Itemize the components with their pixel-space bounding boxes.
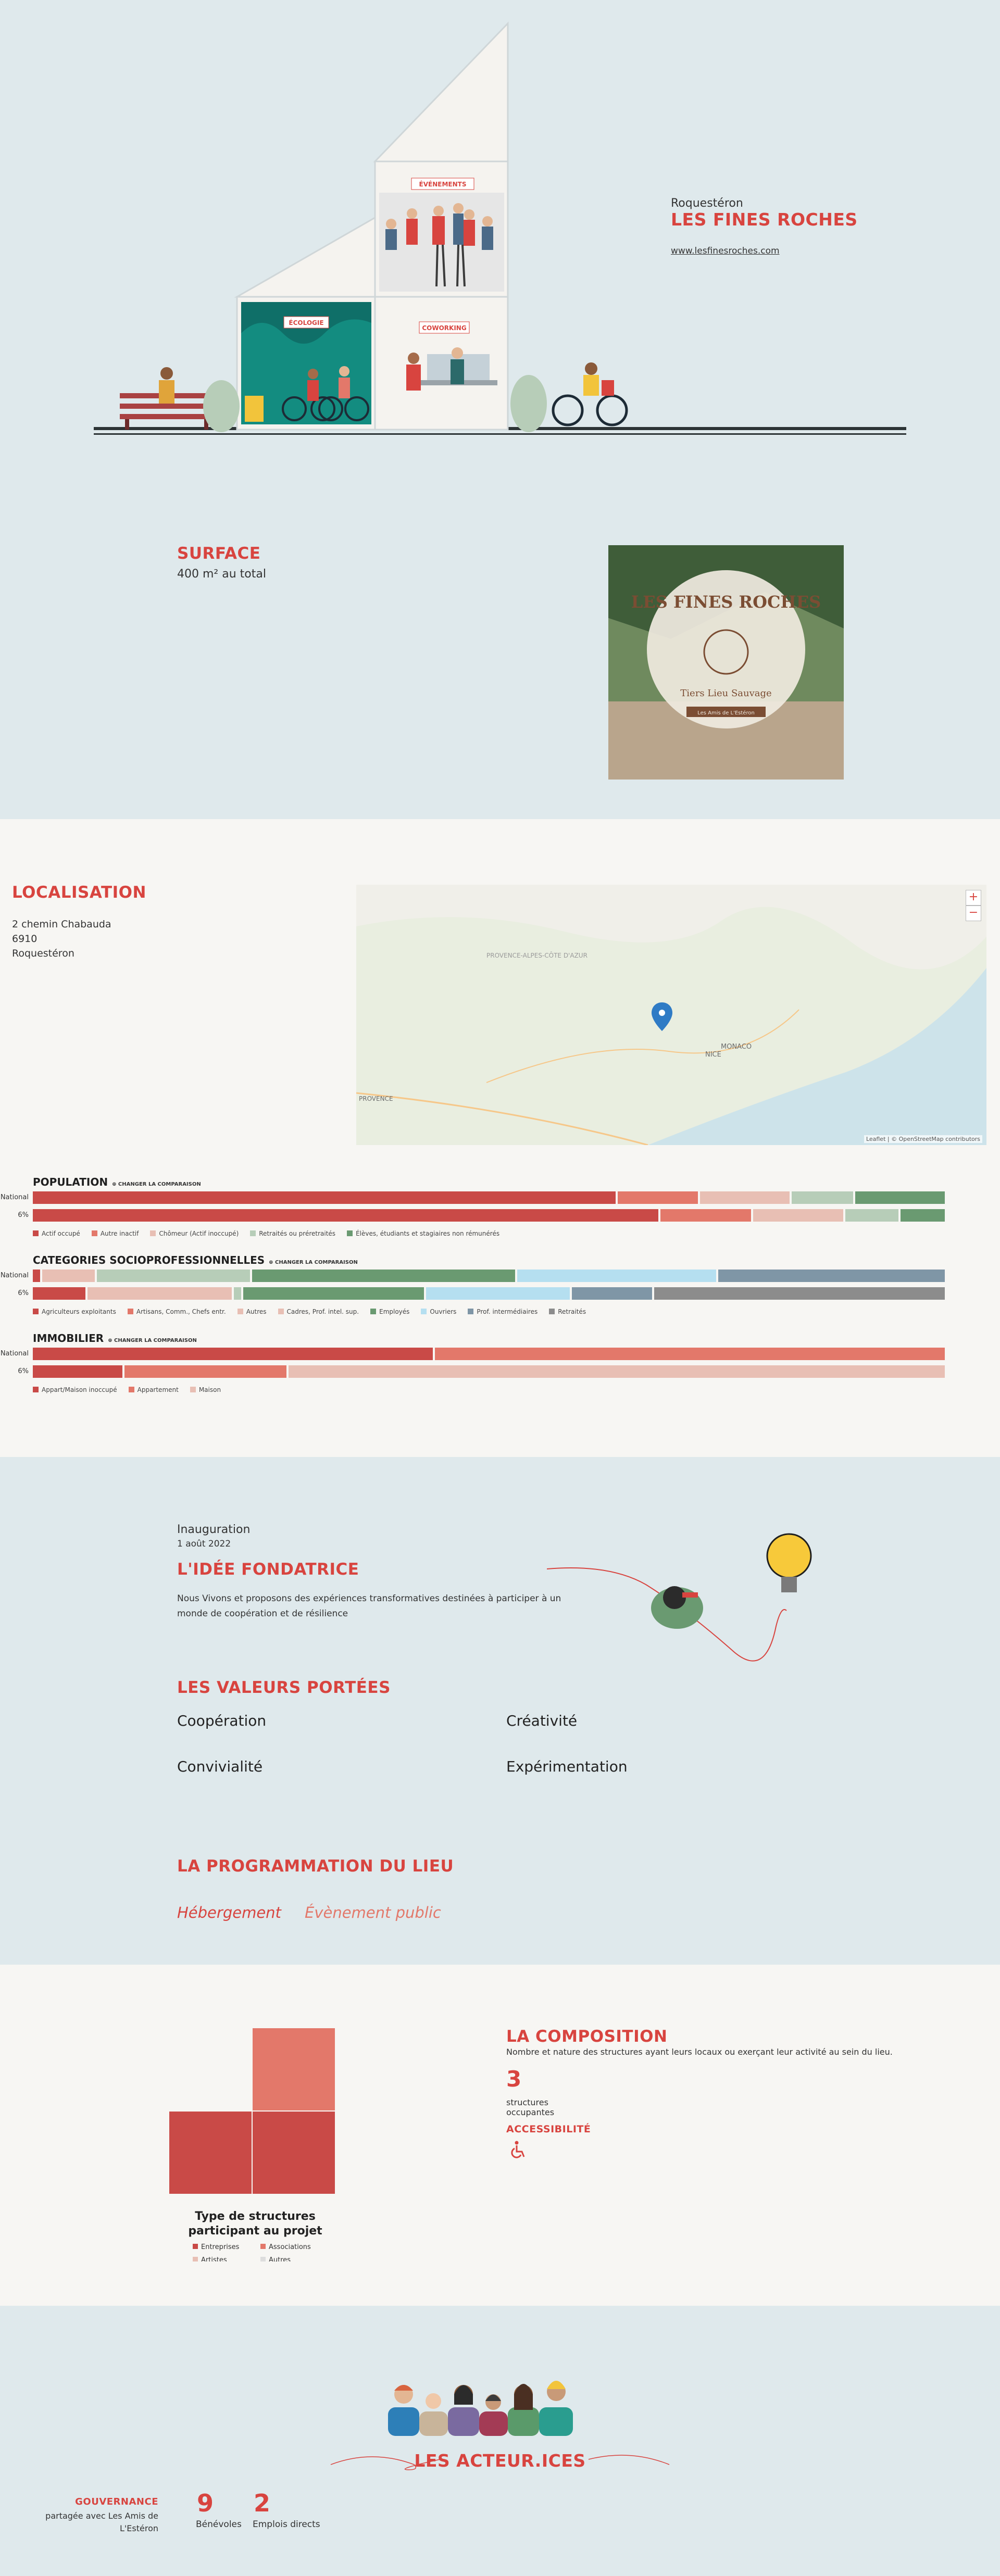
legend-item[interactable] bbox=[278, 1308, 359, 1315]
treemap-cell-3 bbox=[253, 2112, 335, 2194]
governance-title: GOUVERNANCE bbox=[75, 2496, 158, 2507]
logo-small-text: Les Amis de L'Estéron bbox=[697, 710, 755, 716]
legend-label: Retraités bbox=[558, 1308, 586, 1315]
tiers-lieu-building-illustration bbox=[94, 21, 906, 448]
immo-change-comparison-button[interactable]: ⊕ CHANGER LA COMPARAISON bbox=[108, 1338, 197, 1343]
structures-count: 3 bbox=[506, 2066, 522, 2092]
bar-segment[interactable] bbox=[792, 1191, 856, 1204]
bar-segment[interactable] bbox=[845, 1209, 901, 1222]
idea-title: L'IDÉE FONDATRICE bbox=[177, 1560, 359, 1579]
legend-item[interactable] bbox=[421, 1308, 456, 1315]
bar-segment[interactable] bbox=[33, 1209, 660, 1222]
legend-label: Chômeur (Actif inoccupé) bbox=[159, 1230, 239, 1237]
legend-item[interactable] bbox=[250, 1230, 335, 1237]
inauguration-date: 1 août 2022 bbox=[177, 1539, 231, 1549]
logo-text: LES FINES ROCHES bbox=[631, 592, 821, 612]
csp-change-comparison-button[interactable]: ⊕ CHANGER LA COMPARAISON bbox=[269, 1260, 358, 1265]
bar-segment[interactable] bbox=[243, 1287, 426, 1300]
idea-section bbox=[0, 1457, 1000, 1965]
legend-label: Autres bbox=[269, 2256, 291, 2261]
legend-label: Appartement bbox=[137, 1386, 179, 1393]
location-map[interactable] bbox=[356, 885, 986, 1145]
row-label: National bbox=[0, 1193, 29, 1201]
ecology-label: ÉCOLOGIE bbox=[289, 319, 324, 326]
population-title-text: POPULATION bbox=[33, 1176, 108, 1188]
legend-swatch bbox=[150, 1230, 156, 1236]
legend-item[interactable] bbox=[190, 1386, 221, 1393]
legend-others bbox=[260, 2256, 291, 2261]
bar-segment[interactable] bbox=[753, 1209, 845, 1222]
map-label-provence: PROVENCE bbox=[359, 1095, 393, 1102]
accessibility-title: ACCESSIBILITÉ bbox=[506, 2123, 591, 2135]
volunteers-label: Bénévoles bbox=[196, 2519, 242, 2530]
legend-item[interactable] bbox=[33, 1230, 80, 1237]
legend-swatch bbox=[129, 1387, 134, 1392]
legend-label: Agriculteurs exploitants bbox=[42, 1308, 116, 1315]
address-city: Roquestéron bbox=[12, 948, 74, 959]
bar-segment[interactable] bbox=[700, 1191, 792, 1204]
actors-section bbox=[0, 2306, 1000, 2576]
legend-swatch bbox=[190, 1387, 196, 1392]
treemap-cell-1 bbox=[253, 2028, 335, 2110]
volunteers-count: 9 bbox=[197, 2489, 214, 2517]
legend-item[interactable] bbox=[549, 1308, 586, 1315]
csp-bar[interactable] bbox=[33, 1287, 947, 1300]
map-label-nice: NICE bbox=[705, 1051, 721, 1059]
legend-swatch bbox=[468, 1309, 473, 1314]
legend-swatch bbox=[421, 1309, 427, 1314]
immo-title bbox=[33, 1332, 197, 1344]
legend-item[interactable] bbox=[128, 1308, 226, 1315]
legend-item[interactable] bbox=[92, 1230, 139, 1237]
actors-illustration bbox=[385, 2366, 620, 2436]
legend-associations bbox=[260, 2243, 311, 2251]
surface-value: 400 m² au total bbox=[177, 568, 266, 581]
actors-title: LES ACTEUR.ICES bbox=[414, 2451, 586, 2471]
legend-item[interactable] bbox=[468, 1308, 538, 1315]
population-bar[interactable] bbox=[33, 1191, 947, 1204]
value-experimentation: Expérimentation bbox=[506, 1758, 628, 1775]
bar-segment[interactable] bbox=[33, 1270, 42, 1282]
legend-label: Ouvriers bbox=[430, 1308, 457, 1315]
legend-item[interactable] bbox=[370, 1308, 409, 1315]
zoom-out-button[interactable]: − bbox=[966, 906, 981, 921]
jobs-label: Emplois directs bbox=[253, 2519, 320, 2530]
hero-town: Roquestéron bbox=[671, 197, 743, 210]
bar-segment[interactable] bbox=[517, 1270, 718, 1282]
row-label: 6% bbox=[18, 1211, 29, 1219]
legend-item[interactable] bbox=[347, 1230, 499, 1237]
bar-segment[interactable] bbox=[42, 1270, 97, 1282]
jobs-count: 2 bbox=[254, 2489, 271, 2517]
map-tiles bbox=[356, 885, 986, 1145]
legend-label: Actif occupé bbox=[42, 1230, 80, 1237]
logo-tagline: Tiers Lieu Sauvage bbox=[680, 688, 772, 699]
coworking-label: COWORKING bbox=[422, 324, 467, 332]
composition-description: Nombre et nature des structures ayant leurs locaux ou exerçant leur activité au sein du lieu. bbox=[506, 2047, 893, 2057]
legend-swatch bbox=[260, 2244, 266, 2249]
legend-swatch bbox=[347, 1230, 353, 1236]
logo-photo bbox=[608, 545, 844, 780]
bar-segment[interactable] bbox=[252, 1270, 517, 1282]
legend-label: Retraités ou préretraités bbox=[259, 1230, 336, 1237]
legend-label: Autres bbox=[246, 1308, 267, 1315]
bar-segment[interactable] bbox=[33, 1365, 124, 1378]
csp-title bbox=[33, 1254, 358, 1266]
programme-accommodation: Hébergement bbox=[177, 1904, 281, 1921]
legend-label: Employés bbox=[379, 1308, 410, 1315]
row-label: 6% bbox=[18, 1367, 29, 1375]
bar-segment[interactable] bbox=[124, 1365, 289, 1378]
population-title bbox=[33, 1176, 201, 1188]
legend-item[interactable] bbox=[150, 1230, 239, 1237]
wheelchair-icon bbox=[510, 2141, 527, 2159]
legend-label: Élèves, étudiants et stagiaires non rémunérés bbox=[356, 1230, 500, 1237]
legend-label: Autre inactif bbox=[100, 1230, 139, 1237]
legend-item[interactable] bbox=[33, 1386, 117, 1393]
location-title: LOCALISATION bbox=[12, 883, 146, 902]
inauguration-label: Inauguration bbox=[177, 1523, 251, 1536]
csp-bar[interactable] bbox=[33, 1270, 947, 1282]
zoom-in-button[interactable]: + bbox=[966, 890, 981, 906]
lightbulb-illustration bbox=[547, 1519, 839, 1665]
bar-segment[interactable] bbox=[97, 1270, 252, 1282]
legend-swatch bbox=[260, 2257, 266, 2261]
bar-segment[interactable] bbox=[234, 1287, 243, 1300]
legend-swatch bbox=[33, 1387, 39, 1392]
address-street: 2 chemin Chabauda bbox=[12, 919, 111, 930]
value-conviviality: Convivialité bbox=[177, 1758, 263, 1775]
legend-label: Entreprises bbox=[201, 2243, 240, 2251]
surface-title: SURFACE bbox=[177, 544, 261, 563]
csp-legend bbox=[33, 1308, 586, 1315]
bar-segment[interactable] bbox=[88, 1287, 234, 1300]
immo-legend bbox=[33, 1386, 221, 1393]
legend-item[interactable] bbox=[238, 1308, 267, 1315]
legend-label: Artistes bbox=[201, 2256, 227, 2261]
legend-label: Prof. intermédiaires bbox=[477, 1308, 538, 1315]
value-cooperation: Coopération bbox=[177, 1712, 267, 1729]
address-postcode: 6910 bbox=[12, 933, 38, 945]
composition-title: LA COMPOSITION bbox=[506, 2027, 668, 2046]
bar-segment[interactable] bbox=[855, 1191, 947, 1204]
map-label-monaco: MONACO bbox=[721, 1043, 752, 1051]
structures-label-line1: structures bbox=[506, 2097, 548, 2107]
immo-bar[interactable] bbox=[33, 1348, 947, 1360]
treemap-title: Type de structures participant au projet bbox=[188, 2210, 322, 2238]
legend-swatch bbox=[278, 1309, 284, 1314]
structures-label bbox=[506, 2097, 554, 2117]
bar-segment[interactable] bbox=[426, 1287, 572, 1300]
legend-swatch bbox=[128, 1309, 133, 1314]
idea-text: Nous Vivons et proposons des expériences transformatives destinées à participer à un monde de coopération et de résilience bbox=[177, 1593, 561, 1619]
address bbox=[12, 917, 111, 961]
legend-swatch bbox=[193, 2244, 198, 2249]
population-legend bbox=[33, 1230, 499, 1237]
legend-label: Artisans, Comm., Chefs entr. bbox=[136, 1308, 226, 1315]
composition-section bbox=[0, 1965, 1000, 2306]
events-label: ÉVÉNEMENTS bbox=[419, 181, 467, 188]
row-label: 6% bbox=[18, 1289, 29, 1297]
legend-label: Appart/Maison inoccupé bbox=[42, 1386, 117, 1393]
legend-swatch bbox=[33, 1309, 39, 1314]
legend-item[interactable] bbox=[129, 1386, 179, 1393]
bar-segment[interactable] bbox=[654, 1287, 947, 1300]
values-title: LES VALEURS PORTÉES bbox=[177, 1678, 391, 1697]
hero-section bbox=[0, 0, 1000, 716]
legend-swatch bbox=[92, 1230, 97, 1236]
bar-segment[interactable] bbox=[33, 1287, 88, 1300]
csp-title-text: CATEGORIES SOCIOPROFESSIONNELLES bbox=[33, 1254, 265, 1266]
population-bar[interactable] bbox=[33, 1209, 947, 1222]
row-label: National bbox=[0, 1272, 29, 1279]
legend-swatch bbox=[370, 1309, 376, 1314]
website-link[interactable]: www.lesfinesroches.com bbox=[671, 246, 780, 256]
treemap-cell-2 bbox=[169, 2112, 252, 2194]
legend-swatch bbox=[250, 1230, 256, 1236]
bar-segment[interactable] bbox=[618, 1191, 700, 1204]
legend-swatch bbox=[238, 1309, 243, 1314]
legend-swatch bbox=[549, 1309, 555, 1314]
hero-place-name: LES FINES ROCHES bbox=[671, 209, 858, 230]
structures-label-line2: occupantes bbox=[506, 2107, 555, 2117]
legend-item[interactable] bbox=[33, 1308, 116, 1315]
legend-label: Cadres, Prof. intel. sup. bbox=[286, 1308, 359, 1315]
bar-segment[interactable] bbox=[33, 1348, 435, 1360]
legend-swatch bbox=[33, 1230, 39, 1236]
programme-public-event: Évènement public bbox=[305, 1904, 441, 1921]
immo-title-text: IMMOBILIER bbox=[33, 1332, 104, 1344]
immo-bar[interactable] bbox=[33, 1365, 947, 1378]
bar-segment[interactable] bbox=[660, 1209, 753, 1222]
row-label: National bbox=[0, 1350, 29, 1358]
bar-segment[interactable] bbox=[901, 1209, 947, 1222]
legend-enterprises bbox=[193, 2243, 239, 2251]
value-creativity: Créativité bbox=[506, 1712, 578, 1729]
legend-label: Associations bbox=[269, 2243, 311, 2251]
map-attribution[interactable]: Leaflet | © OpenStreetMap contributors bbox=[864, 1135, 982, 1143]
location-section bbox=[0, 819, 1000, 1457]
bar-segment[interactable] bbox=[289, 1365, 947, 1378]
legend-artists bbox=[193, 2256, 227, 2261]
legend-label: Maison bbox=[198, 1386, 221, 1393]
programme-title: LA PROGRAMMATION DU LIEU bbox=[177, 1857, 454, 1876]
bar-segment[interactable] bbox=[435, 1348, 947, 1360]
population-change-comparison-button[interactable]: ⊕ CHANGER LA COMPARAISON bbox=[112, 1182, 201, 1187]
legend-swatch bbox=[193, 2257, 198, 2261]
governance-subtitle: partagée avec Les Amis de L'Estéron bbox=[45, 2511, 158, 2533]
bar-segment[interactable] bbox=[572, 1287, 654, 1300]
bar-segment[interactable] bbox=[718, 1270, 947, 1282]
map-label-region: PROVENCE-ALPES-CÔTE D'AZUR bbox=[486, 952, 588, 959]
bar-segment[interactable] bbox=[33, 1191, 618, 1204]
